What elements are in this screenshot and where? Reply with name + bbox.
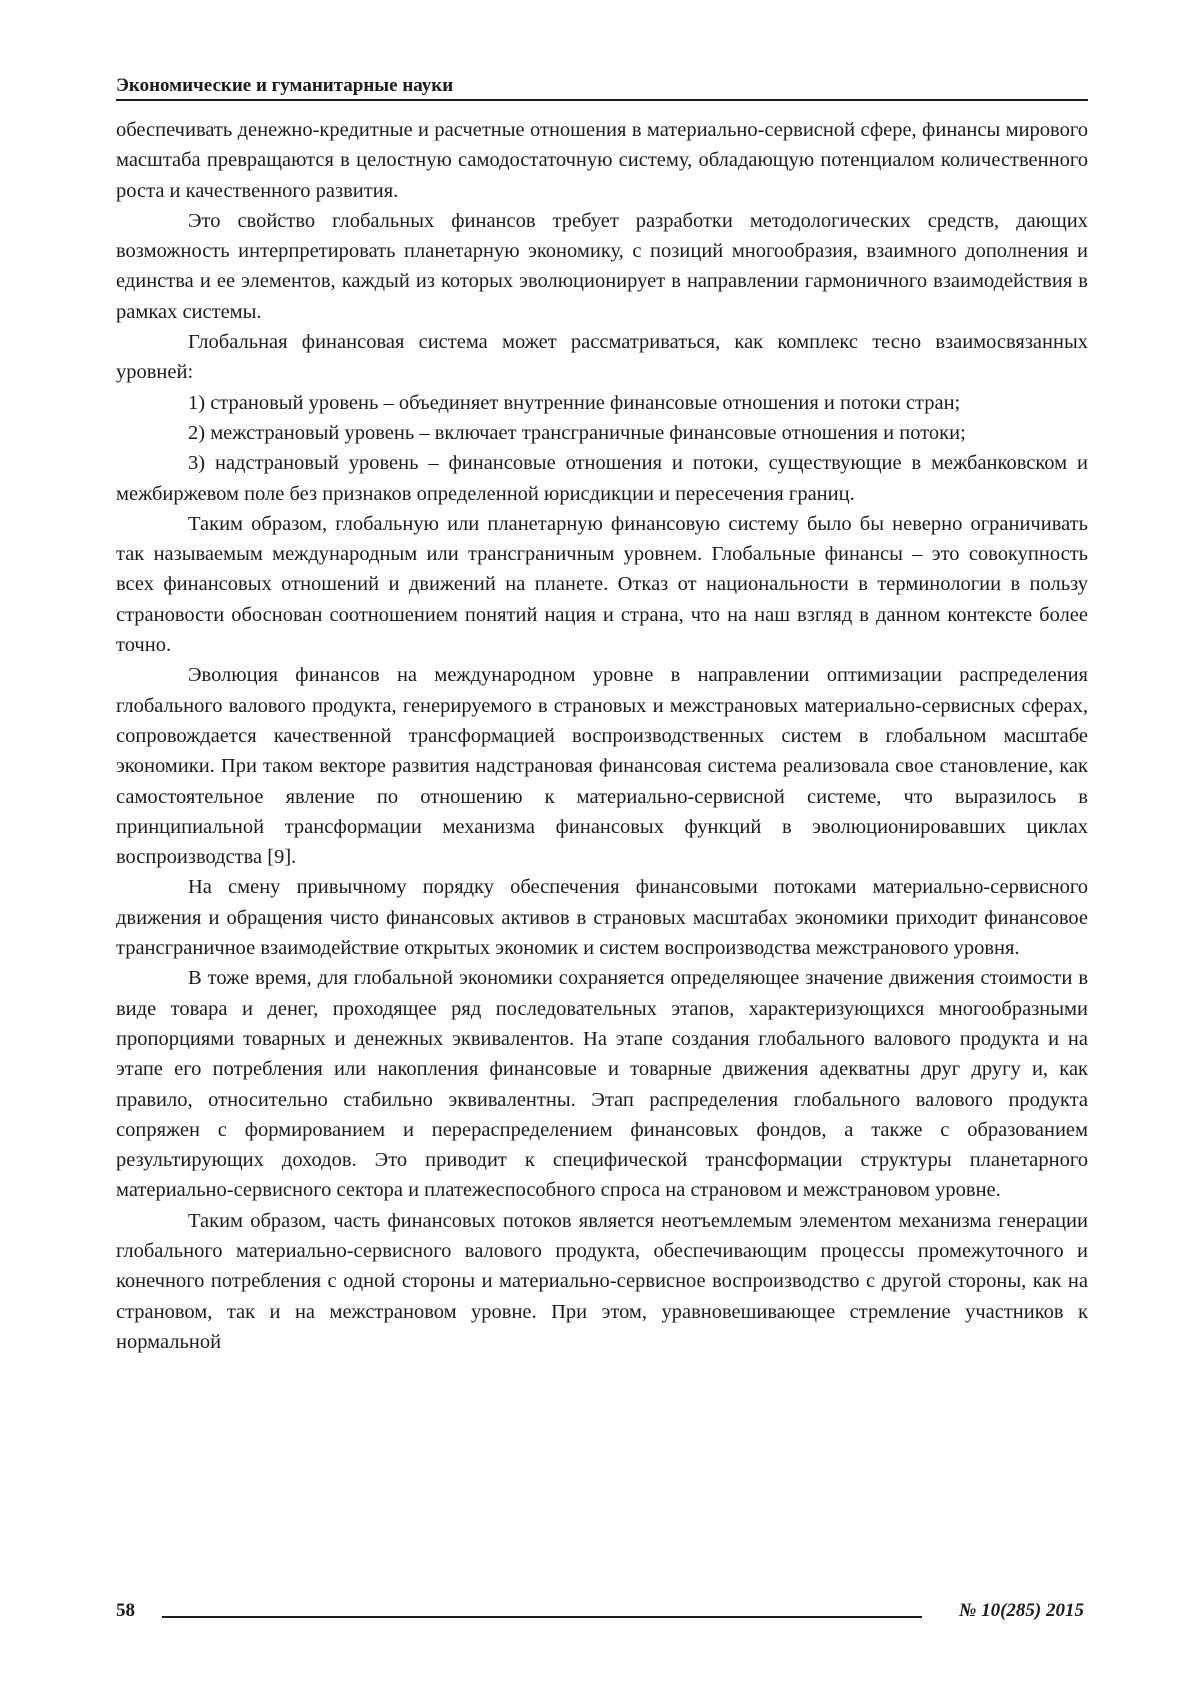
journal-title: Экономические и гуманитарные науки — [116, 75, 453, 96]
issue-number: № 10(285) 2015 — [959, 1600, 1084, 1622]
list-item: 3) надстрановый уровень – финансовые отношения и потоки, существующие в межбанковском и межбиржевом поле без признаков определенной юрисдикции и пересечения границ. — [116, 448, 1088, 509]
paragraph: Таким образом, глобальную или планетарную финансовую систему было бы неверно ограничивать так называемым международным или трансграничным уровнем. Глобальные финансы – это совокупность всех финансовых отношений и движений на планете. Отказ от национальности в терминологии в пользу страновости обоснован соотношением понятий нация и страна, что на наш взгляд в данном контексте более точно. — [116, 509, 1088, 660]
list-item: 1) страновый уровень – объединяет внутренние финансовые отношения и потоки стран; — [116, 388, 1088, 418]
list-item: 2) межстрановый уровень – включает трансграничные финансовые отношения и потоки; — [116, 418, 1088, 448]
page-footer — [116, 1600, 1088, 1630]
running-header — [116, 74, 1088, 101]
paragraph: обеспечивать денежно-кредитные и расчетные отношения в материально-сервисной сфере, финансы мирового масштаба превращаются в целостную самодостаточную систему, обладающую потенциалом количественного роста и качественного развития. — [116, 115, 1088, 206]
page-number: 58 — [116, 1600, 135, 1622]
paragraph: В тоже время, для глобальной экономики сохраняется определяющее значение движения стоимости в виде товара и денег, проходящее ряд последовательных этапов, характеризующихся многообразными пропорциями товарных и денежных эквивалентов. На этапе создания глобального валового продукта и на этапе его потребления или накопления финансовые и товарные движения адекватны друг другу и, как правило, относительно стабильно эквивалентны. Этап распределения глобального валового продукта сопряжен с формированием и перераспределением финансовых фондов, а также с образованием результирующих доходов. Это приводит к специфической трансформации структуры планетарного материально-сервисного сектора и платежеспособного спроса на страновом и межстрановом уровне. — [116, 963, 1088, 1205]
paragraph: На смену привычному порядку обеспечения финансовыми потоками материально-сервисного движения и обращения чисто финансовых активов в страновых масштабах экономики приходит финансовое трансграничное взаимодействие открытых экономик и систем воспроизводства межстранового уровня. — [116, 872, 1088, 963]
footer-divider — [162, 1616, 922, 1618]
paragraph: Эволюция финансов на международном уровне в направлении оптимизации распределения глобального валового продукта, генерируемого в страновых и межстрановых материально-сервисных сферах, сопровождается качественной трансформацией воспроизводственных систем в глобальном масштабе экономики. При таком векторе развития надстрановая финансовая система реализовала свое становление, как самостоятельное явление по отношению к материально-сервисной системе, что выразилось в принципиальной трансформации механизма финансовых функций в эволюционировавших циклах воспроизводства [9]. — [116, 660, 1088, 872]
article-body — [116, 115, 1088, 1357]
paragraph: Это свойство глобальных финансов требует разработки методологических средств, дающих возможность интерпретировать планетарную экономику, с позиций многообразия, взаимного дополнения и единства и ее элементов, каждый из которых эволюционирует в направлении гармоничного взаимодействия в рамках системы. — [116, 206, 1088, 327]
paragraph: Таким образом, часть финансовых потоков является неотъемлемым элементом механизма генерации глобального материально-сервисного валового продукта, обеспечивающим процессы промежуточного и конечного потребления с одной стороны и материально-сервисное воспроизводство с другой стороны, как на страновом, так и на межстрановом уровне. При этом, уравновешивающее стремление участников к нормальной — [116, 1206, 1088, 1357]
paragraph: Глобальная финансовая система может рассматриваться, как комплекс тесно взаимосвязанных уровней: — [116, 327, 1088, 388]
